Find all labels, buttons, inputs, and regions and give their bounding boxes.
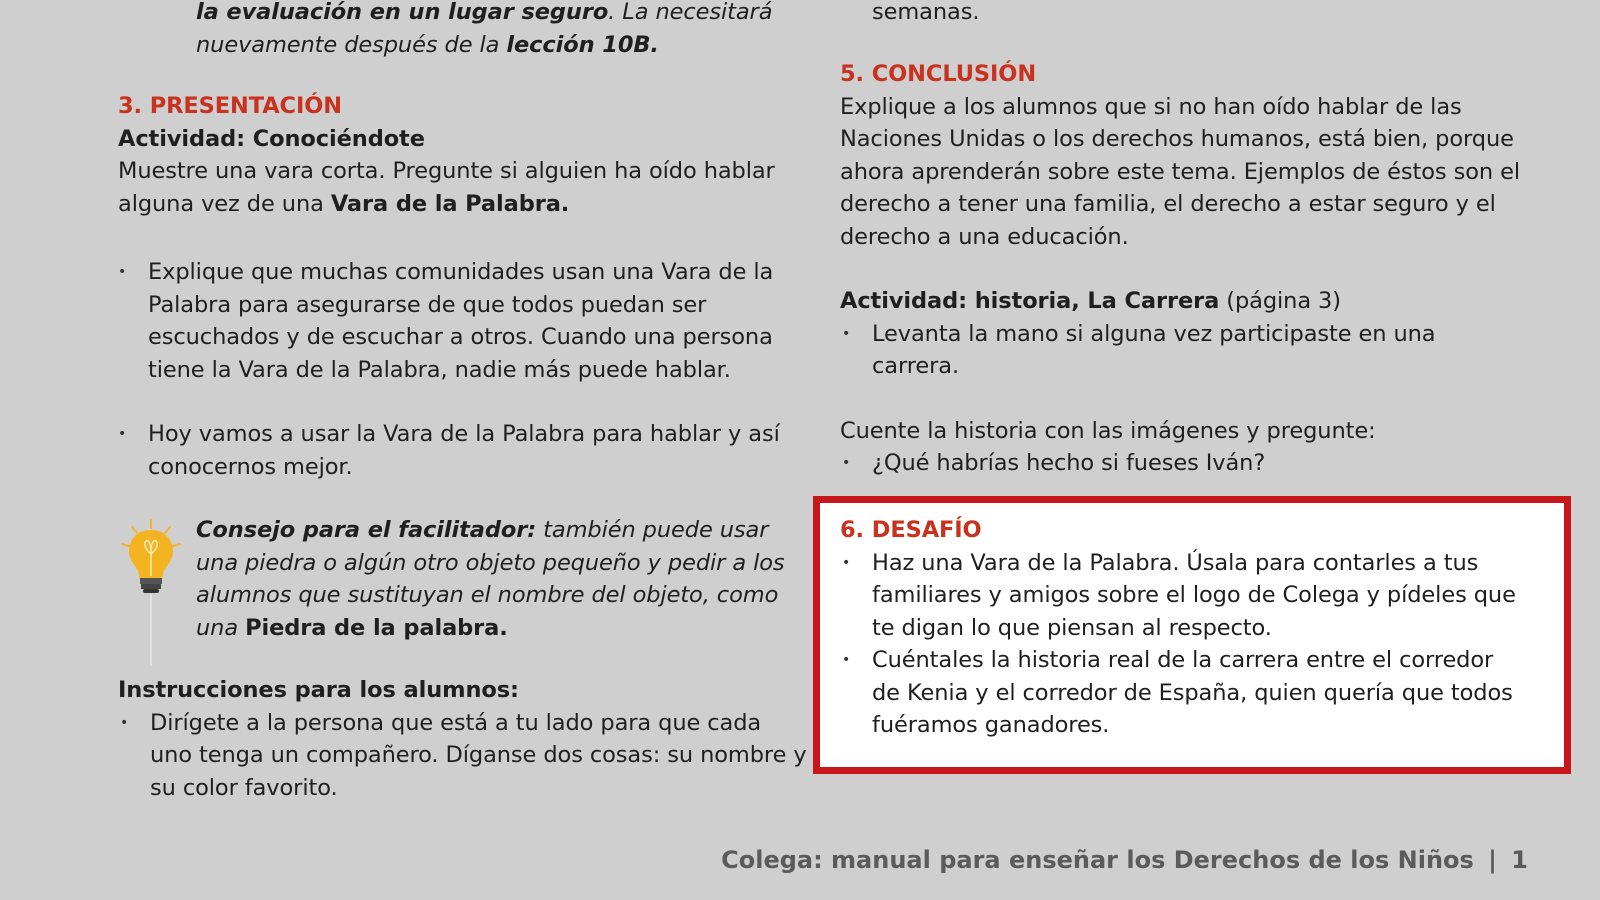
conclusion-intro: Explique a los alumnos que si no han oído hablar de las Naciones Unidas o los derechos humanos, está bien, porque ahora aprenderán sobre este tema. Ejemplos de éstos son el derecho a tener una familia, el derecho a estar seguro y el derecho a una educación. [840, 93, 1520, 250]
section-heading-conclusion: 5. CONCLUSIÓN [840, 61, 1037, 87]
list-item: • Dirígete a la persona que está a tu lado para que cada uno tenga un compañero. Díganse dos cosas: su nombre y su color favorito. [150, 707, 810, 805]
section-desafio [840, 514, 1540, 742]
facilitator-tip [196, 514, 796, 644]
bold-phrase-safe-place: la evaluación en un lugar seguro [196, 0, 609, 25]
story-prompt: Cuente la historia con las imágenes y pregunte: [840, 417, 1376, 444]
activity-page: (página 3) [1219, 288, 1341, 314]
lightbulb-icon [118, 518, 188, 668]
section-conclusion [840, 58, 1540, 480]
intro-text: Muestre una vara corta. Pregunte si alguien ha oído hablar alguna vez de una [118, 158, 775, 217]
tip-bold-end: Piedra de la palabra. [245, 614, 508, 641]
tip-text: también puede usar una piedra o algún otro objeto pequeño y pedir a los alumnos que sustituyan el nombre del objeto, como una [196, 517, 785, 641]
footer-separator: | [1488, 846, 1497, 874]
list-item: • Explique que muchas comunidades usan una Vara de la Palabra para asegurarse de que todos puedan ser escuchados y de escuchar a otros. Cuando una persona tiene la Vara de la Palabra, nadie más puede hablar. [148, 256, 798, 386]
page-footer [721, 846, 1528, 874]
list-item: • Cuéntales la historia real de la carrera entre el corredor de Kenia y el corredor de España, quien quería que todos fuéramos ganadores. [872, 644, 1527, 742]
list-item: • ¿Qué habrías hecho si fueses Iván? [872, 447, 1540, 480]
presentacion-intro [118, 155, 798, 220]
continuation-text: . La necesitará [608, 0, 773, 25]
intro-bold: Vara de la Palabra. [330, 190, 570, 217]
left-top-continuation [196, 0, 796, 61]
list-item: • Hoy vamos a usar la Vara de la Palabra para hablar y así conocernos mejor. [148, 418, 798, 483]
lesson-reference: lección 10B. [506, 31, 659, 58]
presentacion-bullets [148, 256, 798, 483]
activity-title: Actividad: Conociéndote [118, 125, 425, 152]
section-heading-desafio: 6. DESAFÍO [840, 517, 982, 543]
list-item: • Levanta la mano si alguna vez participaste en una carrera. [872, 318, 1492, 383]
activity-line [840, 285, 1540, 318]
student-instructions [118, 674, 808, 804]
tip-label: Consejo para el facilitador: [196, 517, 537, 543]
activity-title: Actividad: historia, La Carrera [840, 288, 1220, 314]
instructions-heading: Instrucciones para los alumnos: [118, 677, 519, 703]
continuation-text-2: nuevamente después de la [196, 31, 507, 58]
list-item: • Haz una Vara de la Palabra. Úsala para contarles a tus familiares y amigos sobre el logo de Colega y pídeles que te digan lo que piensan al respecto. [872, 547, 1527, 645]
footer-title: Colega: manual para enseñar los Derechos de los Niños [721, 846, 1474, 874]
section-presentacion [118, 90, 798, 220]
section-heading-presentacion: 3. PRESENTACIÓN [118, 93, 342, 119]
page-number: 1 [1511, 846, 1528, 874]
right-top-continuation: semanas. [872, 0, 980, 25]
